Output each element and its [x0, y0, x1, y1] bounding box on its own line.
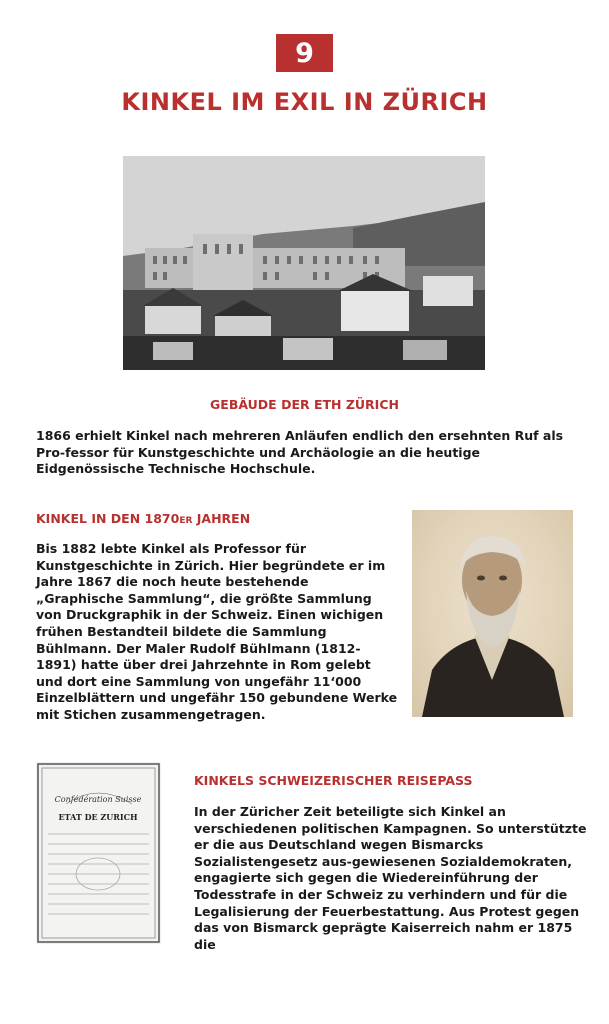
- section-1870-heading: [36, 511, 250, 526]
- intro-paragraph: 1866 erhielt Kinkel nach mehreren Anläufen endlich den ersehnten Ruf als Pro-fessor für Kunstgeschichte und Archäologie an die heutige Eidgenössische Technische Hochschule.: [36, 428, 564, 477]
- section-1870-heading-suffix: JAHREN: [192, 511, 251, 526]
- section-1870-text: Bis 1882 lebte Kinkel als Professor für Kunstgeschichte in Zürich. Hier begründete er im Jahre 1867 die noch heute bestehende „Graphische Sammlung“, die größte Sammlung von Druckgraphik in der Schweiz. Einen wichigen frühen Bestandteil bildete die Sammlung Bühlmann. Der Maler Rudolf Bühlmann (1812-1891) hatte über drei Jahrzehnte in Rom gelebt und dort eine Sammlung von ungefähr 11‘000 Einzelblättern und ungefähr 150 gebundene Werke mit Stichen zusammengetragen.: [36, 541, 398, 722]
- chapter-number: 9: [295, 37, 314, 69]
- passport-drawing: [36, 762, 161, 944]
- eth-photo-caption: GEBÄUDE DER ETH ZÜRICH: [210, 397, 399, 412]
- passport-lettering-etat: ETAT DE ZURICH: [58, 812, 138, 822]
- passport-lettering-confederation: Confédération Suisse: [54, 795, 142, 804]
- chapter-number-badge: [276, 34, 333, 72]
- section-passport-text: In der Züricher Zeit beteiligte sich Kinkel an verschiedenen politischen Kampagnen. So unterstützte er die aus Deutschland wegen Bismarcks Sozialistengesetz aus-gewiesenen Sozialdemokraten, engagierte sich gegen die Wiedereinführung der Todesstrafe in der Schweiz zu verhindern und für die Legalisierung der Feuerbestattung. Aus Protest gegen das von Bismarck geprägte Kaiserreich nahm er 1875 die: [194, 804, 587, 952]
- section-passport-heading: KINKELS SCHWEIZERISCHER REISEPASS: [194, 773, 473, 788]
- passport-document-image: [36, 762, 161, 944]
- section-1870-heading-small: ER: [179, 516, 193, 526]
- eth-building-photo: [123, 156, 485, 370]
- portrait-drawing: [412, 510, 573, 717]
- page-title: KINKEL IM EXIL IN ZÜRICH: [121, 88, 488, 116]
- section-1870-heading-prefix: KINKEL IN DEN 1870: [36, 511, 180, 526]
- eth-photo-drawing: [123, 156, 485, 370]
- kinkel-portrait-photo: [412, 510, 573, 717]
